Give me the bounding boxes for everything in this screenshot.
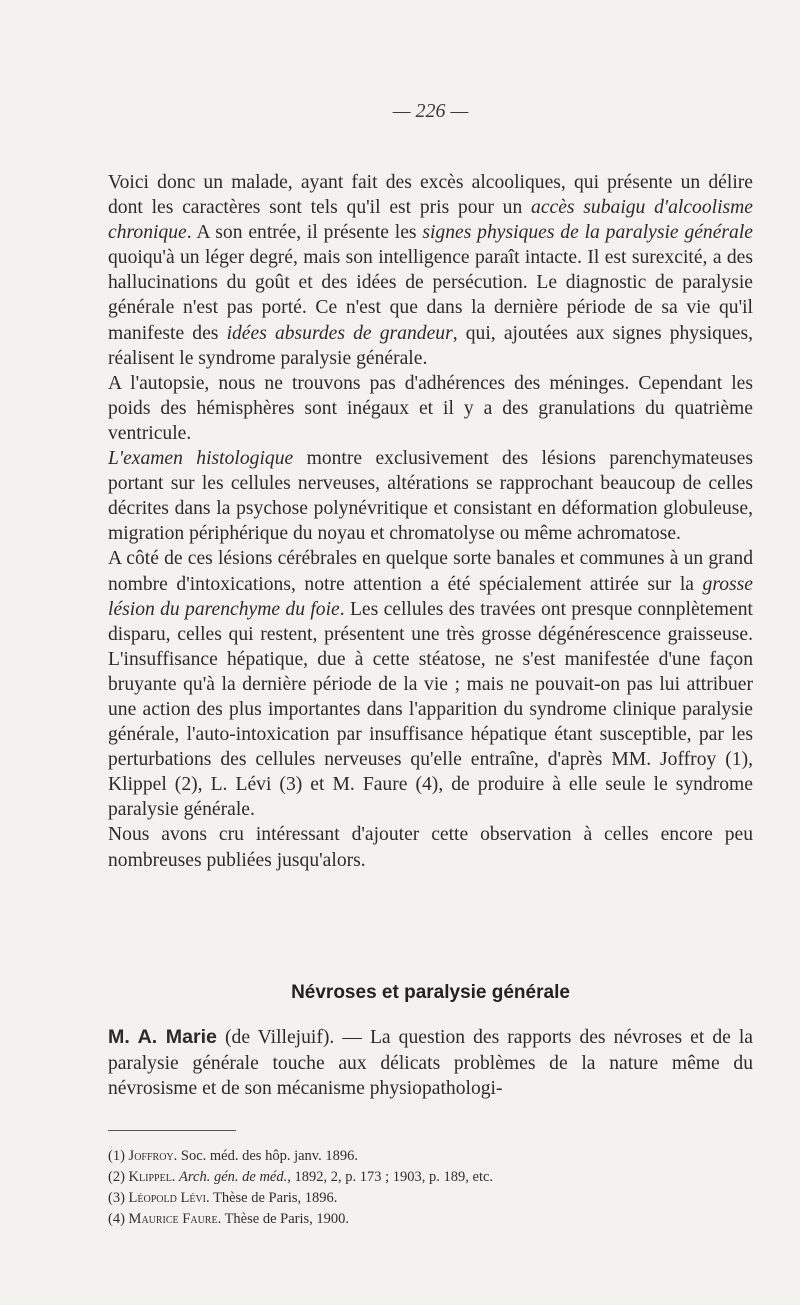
- italic-run: grosse lésion du parenchyme du foie: [108, 573, 753, 620]
- footnote-author: Joffroy: [128, 1148, 174, 1164]
- footnote-number: (3): [108, 1190, 129, 1206]
- footnote-journal: Arch. gén. de méd.: [179, 1169, 288, 1185]
- text-run: Voici donc un malade, ayant fait des excès alcooliques, qui présente un délire dont les caractères sont tels qu'il est pris pour un: [108, 172, 753, 219]
- italic-run: accès subaigu d'alcoolisme chronique: [108, 197, 753, 244]
- footnote-citation: . Thèse de Paris, 1900.: [217, 1211, 349, 1227]
- section-paragraph: [108, 1025, 753, 1102]
- italic-run: idées absurdes de grandeur: [226, 322, 453, 344]
- page-number: — 226 —: [392, 100, 469, 122]
- text-run: A côté de ces lésions cérébrales en quelque sorte banales et communes à un grand nombre d'intoxications, notre attention a été spécialement attirée sur la: [108, 548, 753, 595]
- footnote-3: [108, 1188, 753, 1209]
- footnote-1: [108, 1146, 753, 1167]
- text-run: . A son entrée, il présente les: [186, 222, 423, 244]
- text-run: , qui, ajoutées aux signes physiques, réalisent le syndrome paralysie générale.: [108, 322, 753, 369]
- italic-run: signes physiques de la paralysie générale: [422, 222, 753, 244]
- text-run: (de Villejuif). — La question des rapports des névroses et de la paralysie générale touche aux délicats problèmes de la nature même du névrosisme et de son mécanisme physiopathologi-: [108, 1027, 753, 1099]
- text-run: quoiqu'à un léger degré, mais son intelligence paraît intacte. Il est surexcité, a des hallucinations du goût et des idées de persécution. Le diagnostic de paralysie générale n'est pas porté. Ce n'est que dans la dernière période de sa vie qu'il manifeste des: [108, 247, 753, 344]
- footnote-2: [108, 1167, 753, 1188]
- paragraph-4: [108, 546, 753, 822]
- paragraph-1: [108, 170, 753, 371]
- footnote-author: Maurice Faure: [128, 1211, 218, 1227]
- paragraph-5: Nous avons cru intéressant d'ajouter cette observation à celles encore peu nombreuses publiées jusqu'alors.: [108, 824, 753, 871]
- footnote-author: Léopold Lévi: [128, 1190, 206, 1206]
- footnote-number: (4): [108, 1211, 129, 1227]
- footnotes: [108, 1146, 753, 1230]
- footnote-divider: [108, 1130, 236, 1131]
- footnote-citation: . Thèse de Paris, 1896.: [206, 1190, 338, 1206]
- footnote-author: Klippel: [128, 1169, 172, 1185]
- italic-run: L'examen histologique: [108, 448, 294, 470]
- paragraph-2: A l'autopsie, nous ne trouvons pas d'adhérences des méninges. Cependant les poids des hémisphères sont inégaux et il y a des granulations du quatrième ventricule.: [108, 372, 753, 444]
- footnote-4: [108, 1209, 753, 1230]
- footnote-citation: .: [171, 1169, 180, 1185]
- footnote-number: (1): [108, 1148, 129, 1164]
- body-text: [108, 170, 753, 873]
- paragraph-3: [108, 446, 753, 546]
- section-author: M. A. Marie: [108, 1026, 217, 1048]
- footnote-number: (2): [108, 1169, 129, 1185]
- text-run: montre exclusivement des lésions parenchymateuses portant sur les cellules nerveuses, altérations se rapprochant beaucoup de celles décrites dans la psychose polynévritique et consistant en déformation globuleuse, migration périphérique du noyau et chromatolyse ou même achromatose.: [108, 448, 753, 545]
- footnote-citation: , 1892, 2, p. 173 ; 1903, p. 189, etc.: [287, 1169, 494, 1185]
- footnote-citation: . Soc. méd. des hôp. janv. 1896.: [173, 1148, 358, 1164]
- section-heading: Névroses et paralysie générale: [291, 982, 570, 1003]
- text-run: . Les cellules des travées ont presque connplètement disparu, celles qui restent, présentent une très grosse dégénérescence graisseuse. L'insuffisance hépatique, due à cette stéatose, ne s'est manifestée d'une façon bruyante qu'à la dernière période de la vie ; mais ne pouvait-on pas lui attribuer une action des plus importantes dans l'apparition du syndrome clinique paralysie générale, l'auto-intoxication par insuffisance hépatique étant susceptible, par les perturbations des cellules nerveuses qu'elle entraîne, d'après MM. Joffroy (1), Klippel (2), L. Lévi (3) et M. Faure (4), de produire à elle seule le syndrome paralysie générale.: [108, 598, 753, 821]
